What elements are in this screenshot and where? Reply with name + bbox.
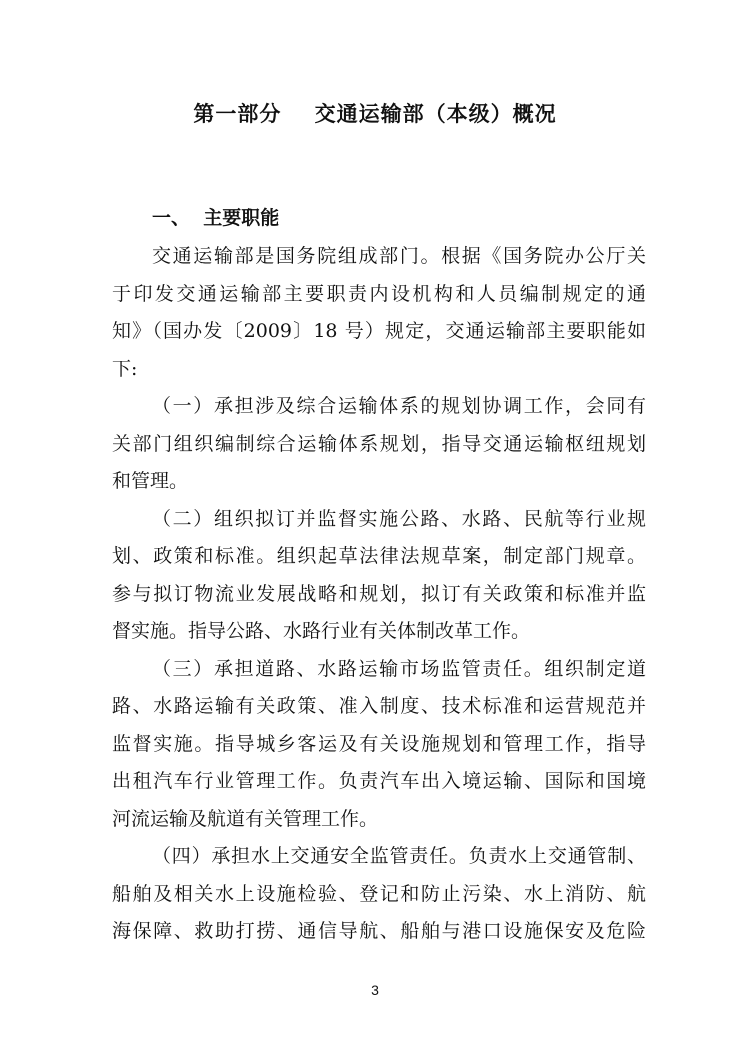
text-line: 路、水路运输有关政策、准入制度、技术标准和运营规范并 [112,695,646,717]
text-line: 海保障、救助打捞、通信导航、船舶与港口设施保安及危险 [112,920,646,942]
text-line: （四）承担水上交通安全监管责任。负责水上交通管制、 [152,845,646,867]
body-text [112,238,646,951]
text-line: 船舶及相关水上设施检验、登记和防止污染、水上消防、航 [112,882,646,905]
text-line: 划、政策和标准。组织起草法律法规草案，制定部门规章。 [112,545,646,567]
text-line: 下: [112,357,138,380]
text-line: 河流运输及航道有关管理工作。 [112,807,379,830]
section-heading: 一、 主要职能 [152,207,280,229]
text-line: 和管理。 [112,470,189,492]
paragraph [112,238,646,388]
text-line: （二）组织拟订并监督实施公路、水路、民航等行业规 [152,507,646,530]
paragraph [112,651,646,839]
text-line: 督实施。指导公路、水路行业有关体制改革工作。 [112,620,531,642]
page-number: 3 [371,982,379,998]
text-line: （三）承担道路、水路运输市场监管责任。组织制定道 [152,657,646,680]
paragraph [112,838,646,951]
paragraph [112,501,646,651]
document-title: 第一部分 交通运输部（本级）概况 [193,102,557,126]
paragraph [112,388,646,501]
text-line: 出租汽车行业管理工作。负责汽车出入境运输、国际和国境 [112,770,646,792]
text-line: 交通运输部是国务院组成部门。根据《国务院办公厅关 [152,245,646,267]
text-line: 知》（国办发〔2009〕18 号）规定，交通运输部主要职能如 [112,320,646,342]
text-line: 参与拟订物流业发展战略和规划，拟订有关政策和标准并监 [112,582,646,605]
text-line: 于印发交通运输部主要职责内设机构和人员编制规定的通 [112,282,646,305]
text-line: 关部门组织编制综合运输体系规划，指导交通运输枢纽规划 [112,432,646,455]
text-line: 监督实施。指导城乡客运及有关设施规划和管理工作，指导 [112,732,646,755]
text-line: （一）承担涉及综合运输体系的规划协调工作，会同有 [152,395,646,417]
